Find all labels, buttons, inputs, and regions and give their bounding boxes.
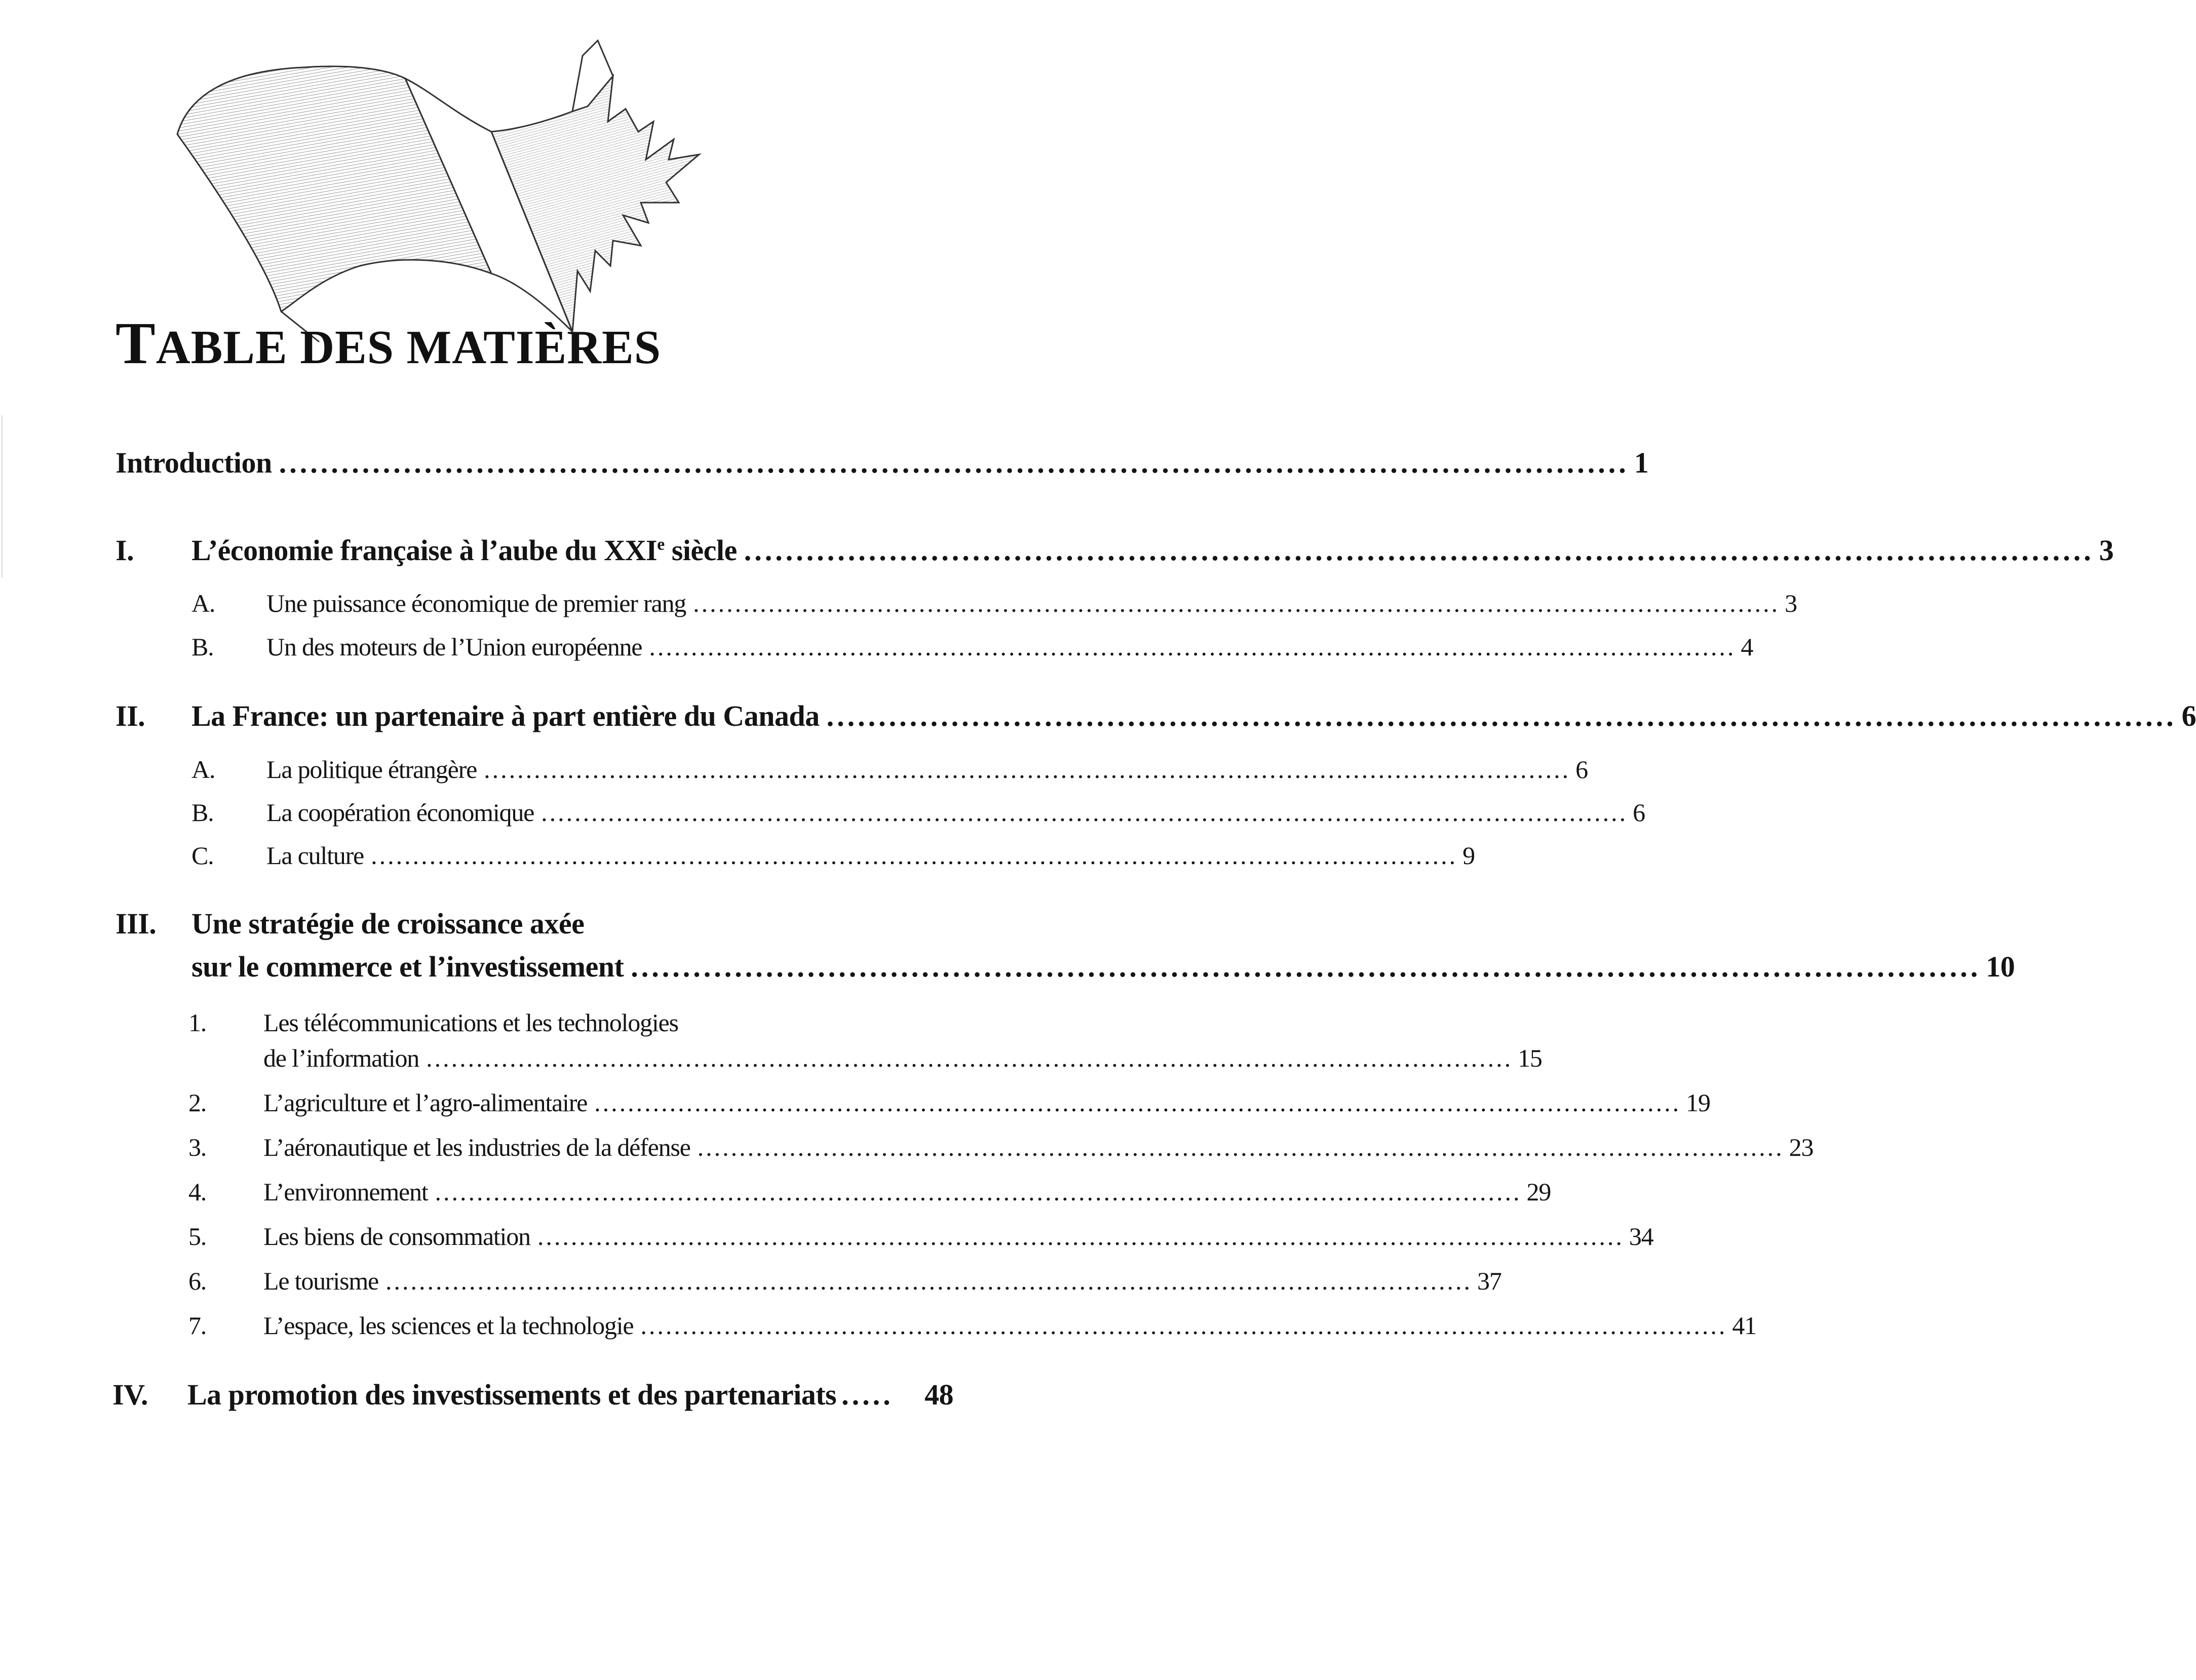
toc-entry-introduction[interactable] [115, 446, 1649, 480]
toc-section-4[interactable] [112, 1378, 953, 1412]
toc-subentry-label: L’aéronautique et les industries de la défense [263, 1133, 690, 1161]
dot-leader: .................................................................................................................................. [640, 1311, 1727, 1340]
toc-subentry-2c[interactable] [191, 841, 1475, 870]
toc-subentry-label: Un des moteurs de l’Union européenne [266, 633, 642, 661]
subentry-number: 1. [188, 1008, 207, 1037]
dot-leader: .................................................................................................................................. [279, 446, 1629, 479]
subentry-number: 6. [188, 1267, 207, 1295]
dot-leader: ..... [841, 1378, 894, 1411]
toc-page-number: 37 [1477, 1267, 1501, 1295]
subentry-number: A. [191, 589, 215, 617]
toc-subentry-3-3[interactable] [188, 1132, 1814, 1162]
toc-subentry-label: L’environnement [263, 1178, 428, 1206]
dot-leader: .................................................................................................................................. [631, 950, 1981, 983]
toc-subentry-label: de l’information [263, 1044, 419, 1072]
toc-subentry-label: Les télécommunications et les technologies [263, 1008, 678, 1037]
toc-section-label: Une stratégie de croissance axée [191, 907, 585, 940]
flag-illustration [167, 28, 699, 342]
toc-subentry-3-7[interactable] [188, 1311, 1756, 1340]
toc-subentry-3-4[interactable] [188, 1177, 1551, 1206]
subentry-number: A. [191, 755, 215, 784]
toc-section-3-line1[interactable] [115, 907, 956, 941]
dot-leader: .................................................................................................................................. [693, 589, 1780, 617]
toc-subentry-2b[interactable] [191, 798, 1645, 827]
dot-leader: .................................................................................................................................. [484, 755, 1571, 784]
toc-page-number: 6 [1633, 798, 1645, 827]
toc-subentry-label: La culture [266, 841, 364, 870]
toc-subentry-3-1-line1[interactable] [188, 1008, 956, 1037]
toc-subentry-label: La coopération économique [266, 798, 534, 827]
toc-page-number: 23 [1789, 1133, 1814, 1161]
dot-leader: .................................................................................................................................. [541, 798, 1628, 827]
toc-page-number: 4 [1741, 633, 1753, 661]
subentry-number: 4. [188, 1178, 207, 1206]
toc-section-label: La promotion des investissements et des partenariats [187, 1378, 837, 1411]
subentry-number: 5. [188, 1222, 207, 1251]
toc-entry-label: Introduction [115, 446, 272, 479]
toc-page-number: 34 [1629, 1222, 1653, 1251]
dot-leader: .................................................................................................................................. [426, 1044, 1513, 1072]
toc-page-number: 1 [1634, 446, 1649, 479]
toc-subentry-3-5[interactable] [188, 1222, 1653, 1251]
section-number: II. [115, 699, 145, 732]
toc-subentry-1b[interactable] [191, 632, 1753, 661]
toc-page-number: 10 [1986, 950, 2015, 983]
toc-page-number: 19 [1686, 1088, 1710, 1117]
toc-subentry-1a[interactable] [191, 589, 1797, 618]
dot-leader: .................................................................................................................................. [435, 1178, 1522, 1206]
toc-subentry-label: Une puissance économique de premier rang [266, 589, 686, 617]
title-rest: ABLE DES MATIÈRES [156, 321, 662, 374]
dot-leader: .................................................................................................................................. [697, 1133, 1784, 1161]
section-number: I. [115, 534, 134, 567]
dot-leader: .................................................................................................................................. [386, 1267, 1473, 1295]
toc-subentry-3-6[interactable] [188, 1266, 1501, 1296]
toc-subentry-label: L’espace, les sciences et la technologie [263, 1311, 634, 1340]
dot-leader: .................................................................................................................................. [826, 699, 2177, 732]
toc-page-number: 6 [2181, 699, 2196, 732]
toc-subentry-3-1-line2[interactable] [263, 1043, 1542, 1073]
toc-section-1[interactable] [115, 533, 2114, 567]
scan-edge-mark [2, 415, 3, 577]
dot-leader: .................................................................................................................................. [744, 534, 2094, 567]
toc-subentry-label: Les biens de consommation [263, 1222, 530, 1251]
subentry-number: C. [191, 841, 214, 870]
dot-leader: .................................................................................................................................. [649, 633, 1736, 661]
subentry-number: B. [191, 633, 214, 661]
toc-subentry-label: L’agriculture et l’agro-alimentaire [263, 1088, 588, 1117]
dot-leader: .................................................................................................................................. [371, 841, 1458, 870]
page-title [115, 309, 661, 378]
section-number: III. [115, 907, 157, 940]
toc-subentry-3-2[interactable] [188, 1088, 1710, 1117]
toc-subentry-label: Le tourisme [263, 1267, 379, 1295]
toc-section-2[interactable] [115, 699, 2196, 733]
toc-page-number: 48 [924, 1378, 953, 1411]
toc-page-number: 6 [1575, 755, 1588, 784]
toc-page-number: 3 [2099, 534, 2114, 567]
dot-leader: .................................................................................................................................. [537, 1222, 1624, 1251]
toc-page-number: 41 [1732, 1311, 1756, 1340]
dot-leader: .................................................................................................................................. [594, 1088, 1681, 1117]
subentry-number: 2. [188, 1088, 207, 1117]
toc-page-number: 9 [1462, 841, 1475, 870]
title-initial: T [115, 310, 156, 376]
toc-page-number: 15 [1518, 1044, 1542, 1072]
toc-page-number: 29 [1526, 1178, 1551, 1206]
flag-band-right [491, 76, 699, 332]
subentry-number: B. [191, 798, 214, 827]
toc-section-label: sur le commerce et l’investissement [191, 950, 624, 983]
toc-section-label: La France: un partenaire à part entière du Canada [191, 699, 820, 732]
subentry-number: 7. [188, 1311, 207, 1340]
toc-subentry-2a[interactable] [191, 755, 1588, 784]
subentry-number: 3. [188, 1133, 207, 1161]
toc-section-3-line2[interactable] [191, 950, 2015, 984]
toc-page-number: 3 [1785, 589, 1797, 617]
section-number: IV. [112, 1378, 148, 1411]
toc-subentry-label: La politique étrangère [266, 755, 477, 784]
toc-section-label: L’économie française à l’aube du XXIe siècle [191, 534, 737, 567]
